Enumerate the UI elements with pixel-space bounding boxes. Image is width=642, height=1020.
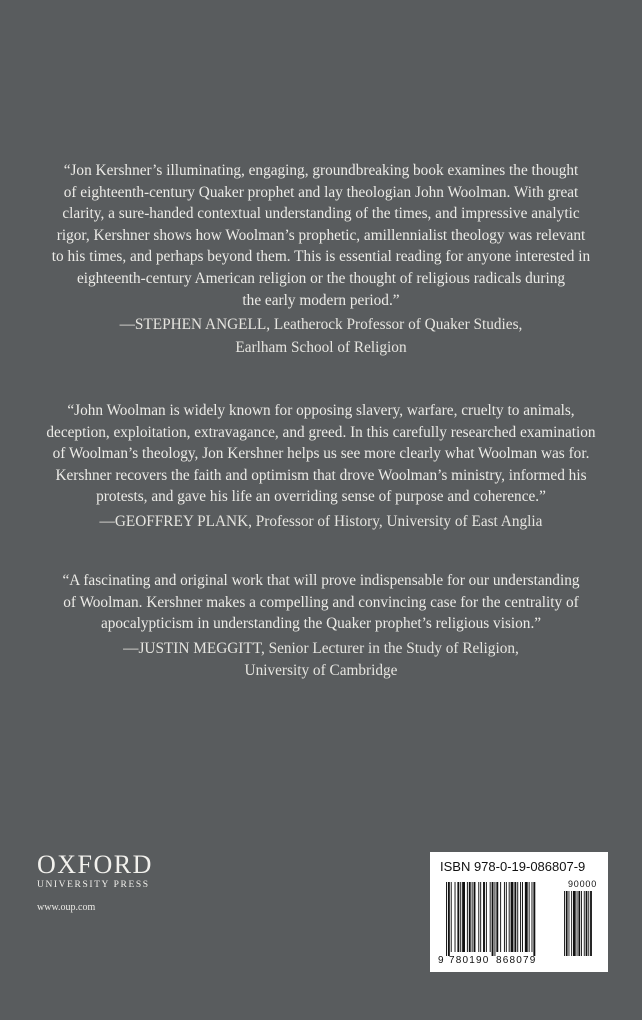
isbn-label: ISBN 978-0-19-086807-9 (440, 859, 586, 874)
barcode-bar (509, 882, 510, 952)
barcode-bar (529, 882, 530, 952)
barcode-bar (469, 882, 471, 952)
barcode-addon-bar (584, 891, 585, 956)
publisher-website: www.oup.com (37, 902, 96, 913)
barcode-bar (462, 882, 465, 952)
attribution-line: University of Cambridge (244, 662, 398, 680)
barcode-addon-bar (590, 891, 592, 956)
barcode-bar (500, 882, 501, 952)
barcode-bar (472, 882, 473, 952)
barcode-addon-bar (577, 891, 578, 956)
isbn-barcode (430, 852, 608, 972)
barcode-right-digits: 868079 (496, 955, 537, 966)
barcode-bar (525, 882, 528, 952)
barcode-bar (522, 882, 523, 952)
attribution-line: —JUSTIN MEGGITT, Senior Lecturer in the Study of Religion, (123, 639, 519, 657)
blurb-justin-meggitt (0, 570, 642, 683)
attribution-line: —STEPHEN ANGELL, Leatherock Professor of Quaker Studies, (119, 316, 523, 334)
barcode-addon-bar (571, 891, 572, 956)
barcode-bar (494, 882, 495, 956)
barcode-first-digit: 9 (438, 955, 444, 966)
barcode-bar (483, 882, 485, 952)
barcode-bar (492, 882, 494, 956)
barcode-bar (496, 882, 498, 952)
blurb-quote (0, 570, 642, 635)
barcode-bar (517, 882, 518, 952)
quote-line: rigor, Kershner shows how Woolman’s prophetic, amillennialist theology was relevant (56, 226, 586, 244)
barcode-bar (478, 882, 479, 952)
quote-line: “John Woolman is widely known for opposing slavery, warfare, cruelty to animals, (67, 402, 575, 419)
barcode-bar (532, 882, 533, 952)
barcode-addon-bar (569, 891, 570, 956)
blurb-quote (0, 160, 642, 311)
barcode-bar (474, 882, 476, 952)
barcode-bar (514, 882, 516, 952)
quote-line: “Jon Kershner’s illuminating, engaging, groundbreaking book examines the thought (63, 162, 579, 179)
barcode-bar (460, 882, 461, 952)
quote-line: eighteenth-century American religion or the thought of religious radicals during (76, 269, 566, 287)
barcode-bar (446, 882, 447, 956)
barcode-bar (520, 882, 521, 952)
blurb-attribution (0, 314, 642, 359)
barcode-addon-bar (573, 891, 576, 956)
quote-line: of Woolman. Kershner makes a compelling and convincing case for the centrality of (63, 593, 579, 611)
barcode-bar (511, 882, 514, 952)
barcode-addon-bar (578, 891, 580, 956)
blurb-geoffrey-plank (0, 400, 642, 533)
blurb-attribution (0, 511, 642, 534)
publisher-logo (37, 852, 157, 890)
barcode-bar (455, 882, 456, 952)
barcode-bar (504, 882, 505, 952)
barcode-left-digits: 780190 (449, 955, 490, 966)
barcode-bar (506, 882, 507, 952)
quote-line: apocalypticism in understanding the Quaker prophet’s religious vision.” (100, 615, 542, 633)
attribution-line: —GEOFFREY PLANK, Professor of History, University of East Anglia (99, 512, 543, 530)
blurb-stephen-angell (0, 160, 642, 359)
barcode-bar (451, 882, 452, 952)
barcode-bar (490, 882, 491, 952)
quote-line: “A fascinating and original work that will prove indispensable for our understanding (62, 572, 580, 589)
quote-line: of Woolman’s theology, Jon Kershner helps us see more clearly what Woolman was for. (52, 445, 590, 463)
quote-line: to his times, and perhaps beyond them. This is essential reading for anyone interested in (51, 248, 591, 266)
barcode-addon-bar (586, 891, 588, 956)
quote-line: Kershner recovers the faith and optimism that drove Woolman’s ministry, informed his (55, 466, 587, 484)
quote-line: clarity, a sure-handed contextual understanding of the times, and impressive analytic (62, 205, 580, 223)
quote-line: deception, exploitation, extravagance, and greed. In this carefully researched examination (46, 423, 596, 441)
publisher-subtitle: UNIVERSITY PRESS (37, 880, 150, 890)
barcode-addon-bar (588, 891, 589, 956)
barcode-bar (486, 882, 487, 952)
barcode-price-code: 90000 (568, 879, 598, 889)
barcode-bar (533, 882, 535, 956)
barcode-bar (480, 882, 481, 952)
blurb-quote (0, 400, 642, 508)
barcode-image (438, 878, 600, 968)
publisher-name: OXFORD (37, 850, 153, 879)
barcode-bar (457, 882, 459, 952)
barcode-addon-bar (581, 891, 582, 956)
barcode-bar (448, 882, 450, 956)
quote-line: protests, and gave his life an overriding sense of purpose and coherence.” (96, 488, 546, 506)
blurb-attribution (0, 638, 642, 683)
barcode-addon-bar (566, 891, 568, 956)
quote-line: of eighteenth-century Quaker prophet and lay theologian John Woolman. With great (63, 183, 579, 201)
quote-line: the early modern period.” (242, 291, 400, 309)
barcode-bar (467, 882, 468, 952)
attribution-line: Earlham School of Religion (235, 338, 407, 356)
barcode-addon-bar (564, 891, 565, 956)
